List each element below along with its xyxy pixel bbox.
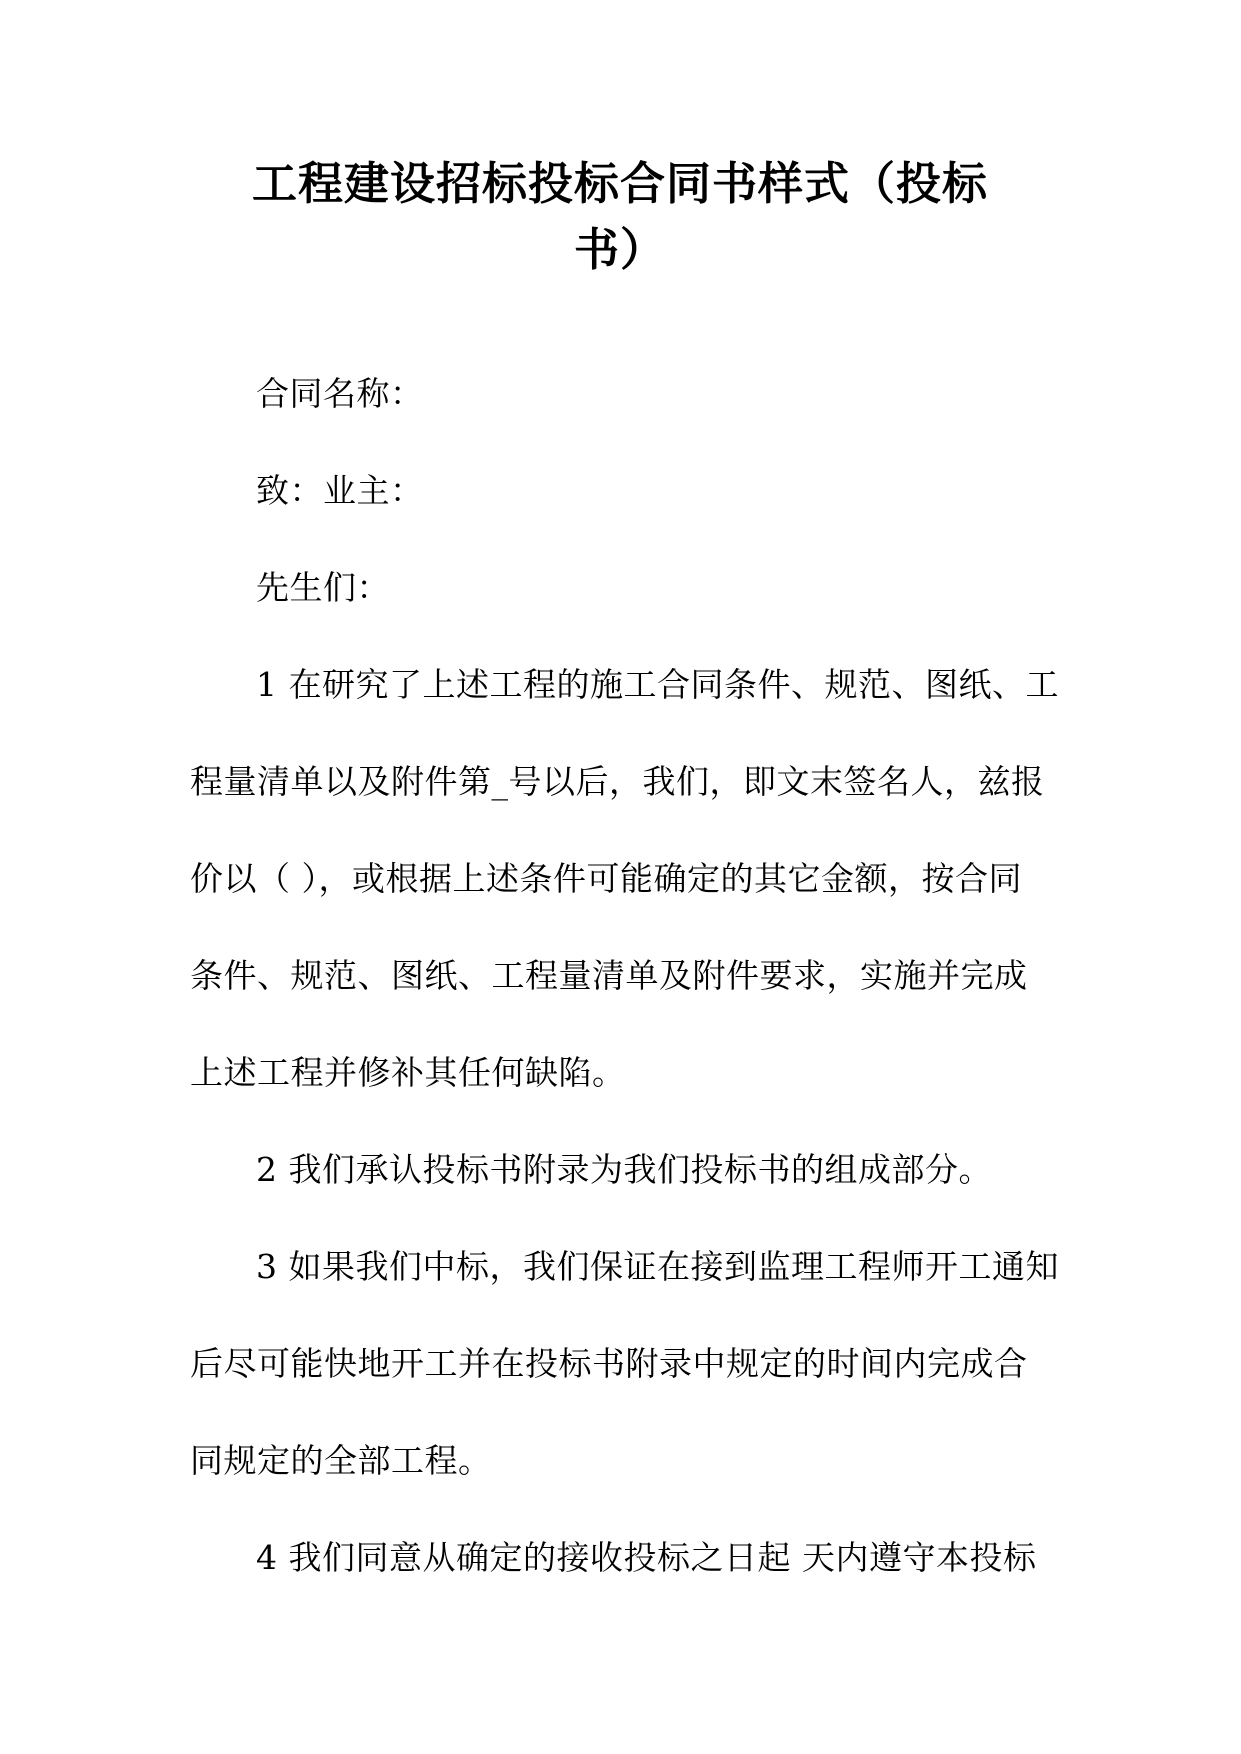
paragraph-3-line-2: 后尽可能快地开工并在投标书附录中规定的时间内完成合 [190,1344,1028,1383]
paragraph-1-line-2: 程量清单以及附件第_号以后，我们，即文末签名人，兹报 [190,762,1045,801]
paragraph-1-line-5: 上述工程并修补其任何缺陷。 [190,1053,626,1092]
paragraph-1-line-3: 价以（ ），或根据上述条件可能确定的其它金额，按合同 [190,859,1022,898]
contract-name-label: 合同名称： [256,374,424,413]
paragraph-4-line-1: 4 我们同意从确定的接收投标之日起 天内遵守本投标 [256,1538,1037,1577]
document-title-line-2: 书） [573,223,666,276]
paragraph-1-line-4: 条件、规范、图纸、工程量清单及附件要求，实施并完成 [190,956,1028,995]
salutation-line: 先生们： [256,568,390,607]
paragraph-3-line-3: 同规定的全部工程。 [190,1441,492,1480]
paragraph-2-line-1: 2 我们承认投标书附录为我们投标书的组成部分。 [256,1150,992,1189]
document-title-line-1: 工程建设招标投标合同书样式（投标 [251,157,988,210]
paragraph-3-line-1: 3 如果我们中标，我们保证在接到监理工程师开工通知 [256,1247,1059,1286]
paragraph-1-line-1: 1 在研究了上述工程的施工合同条件、规范、图纸、工 [256,665,1059,704]
addressee-line: 致：业主： [256,471,424,510]
